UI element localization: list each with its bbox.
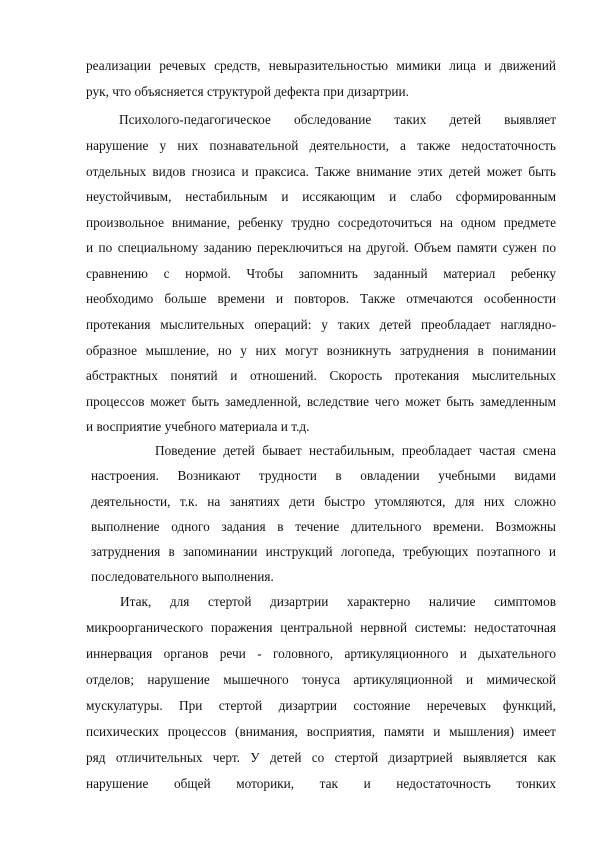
text-line: выполнение одного задания в течение длительного времени. Возможны <box>91 519 556 534</box>
text-line: настроения. Возникают трудности в овладении учебными видами <box>91 468 556 483</box>
text-line: рук, что объясняется структурой дефекта при дизартрии. <box>86 84 409 99</box>
text-line: протекания мыслительных операций: у таких детей преобладает наглядно- <box>86 317 556 332</box>
text-line: нарушение общей моторики, так и недостаточность тонких <box>86 776 556 791</box>
text-line: отдельных видов гнозиса и праксиса. Также внимание этих детей может быть <box>86 164 556 179</box>
text-line: неустойчивым, нестабильным и иссякающим и слабо сформированным <box>86 189 556 204</box>
text-line: процессов может быть замедленной, вследствие чего может быть замедленным <box>86 394 556 409</box>
text-line: иннервация органов речи - головного, артикуляционного и дыхательного <box>86 646 556 661</box>
text-line: нарушение у них познавательной деятельности, а также недостаточность <box>86 138 556 153</box>
text-line: и восприятие учебного материала и т.д. <box>86 419 310 434</box>
text-line: необходимо больше времени и повторов. Также отмечаются особенности <box>86 291 556 306</box>
paragraph-first-line: Поведение детей бывает нестабильным, преобладает частая смена <box>155 443 556 458</box>
paragraph-first-line: Психолого-педагогическое обследование таких детей выявляет <box>119 112 556 127</box>
text-line: образное мышление, но у них могут возникнуть затруднения в понимании <box>86 343 556 358</box>
paragraph-first-line: Итак, для стертой дизартрии характерно наличие симптомов <box>120 594 556 609</box>
text-line: сравнению с нормой. Чтобы запомнить заданный материал ребенку <box>86 266 556 281</box>
text-line: отделов; нарушение мышечного тонуса артикуляционной и мимической <box>86 672 556 687</box>
text-line: затруднения в запоминании инструкций логопеда, требующих поэтапного и <box>91 544 556 559</box>
text-line: деятельности, т.к. на занятиях дети быстро утомляются, для них сложно <box>91 494 556 509</box>
text-line: ряд отличительных черт. У детей со стертой дизартрией выявляется как <box>86 750 556 765</box>
text-line: мускулатуры. При стертой дизартрии состояние неречевых функций, <box>86 698 556 713</box>
text-line: произвольное внимание, ребенку трудно сосредоточиться на одном предмете <box>86 215 556 230</box>
text-line: реализации речевых средств, невыразительностью мимики лица и движений <box>86 58 556 73</box>
text-line: психических процессов (внимания, восприятия, памяти и мышления) имеет <box>86 724 556 739</box>
text-line: и по специальному заданию переключиться на другой. Объем памяти сужен по <box>86 240 556 255</box>
text-line: микроорганического поражения центральной нервной системы: недостаточная <box>86 620 556 635</box>
text-line: последовательного выполнения. <box>91 569 274 584</box>
text-line: абстрактных понятий и отношений. Скорость протекания мыслительных <box>86 368 556 383</box>
